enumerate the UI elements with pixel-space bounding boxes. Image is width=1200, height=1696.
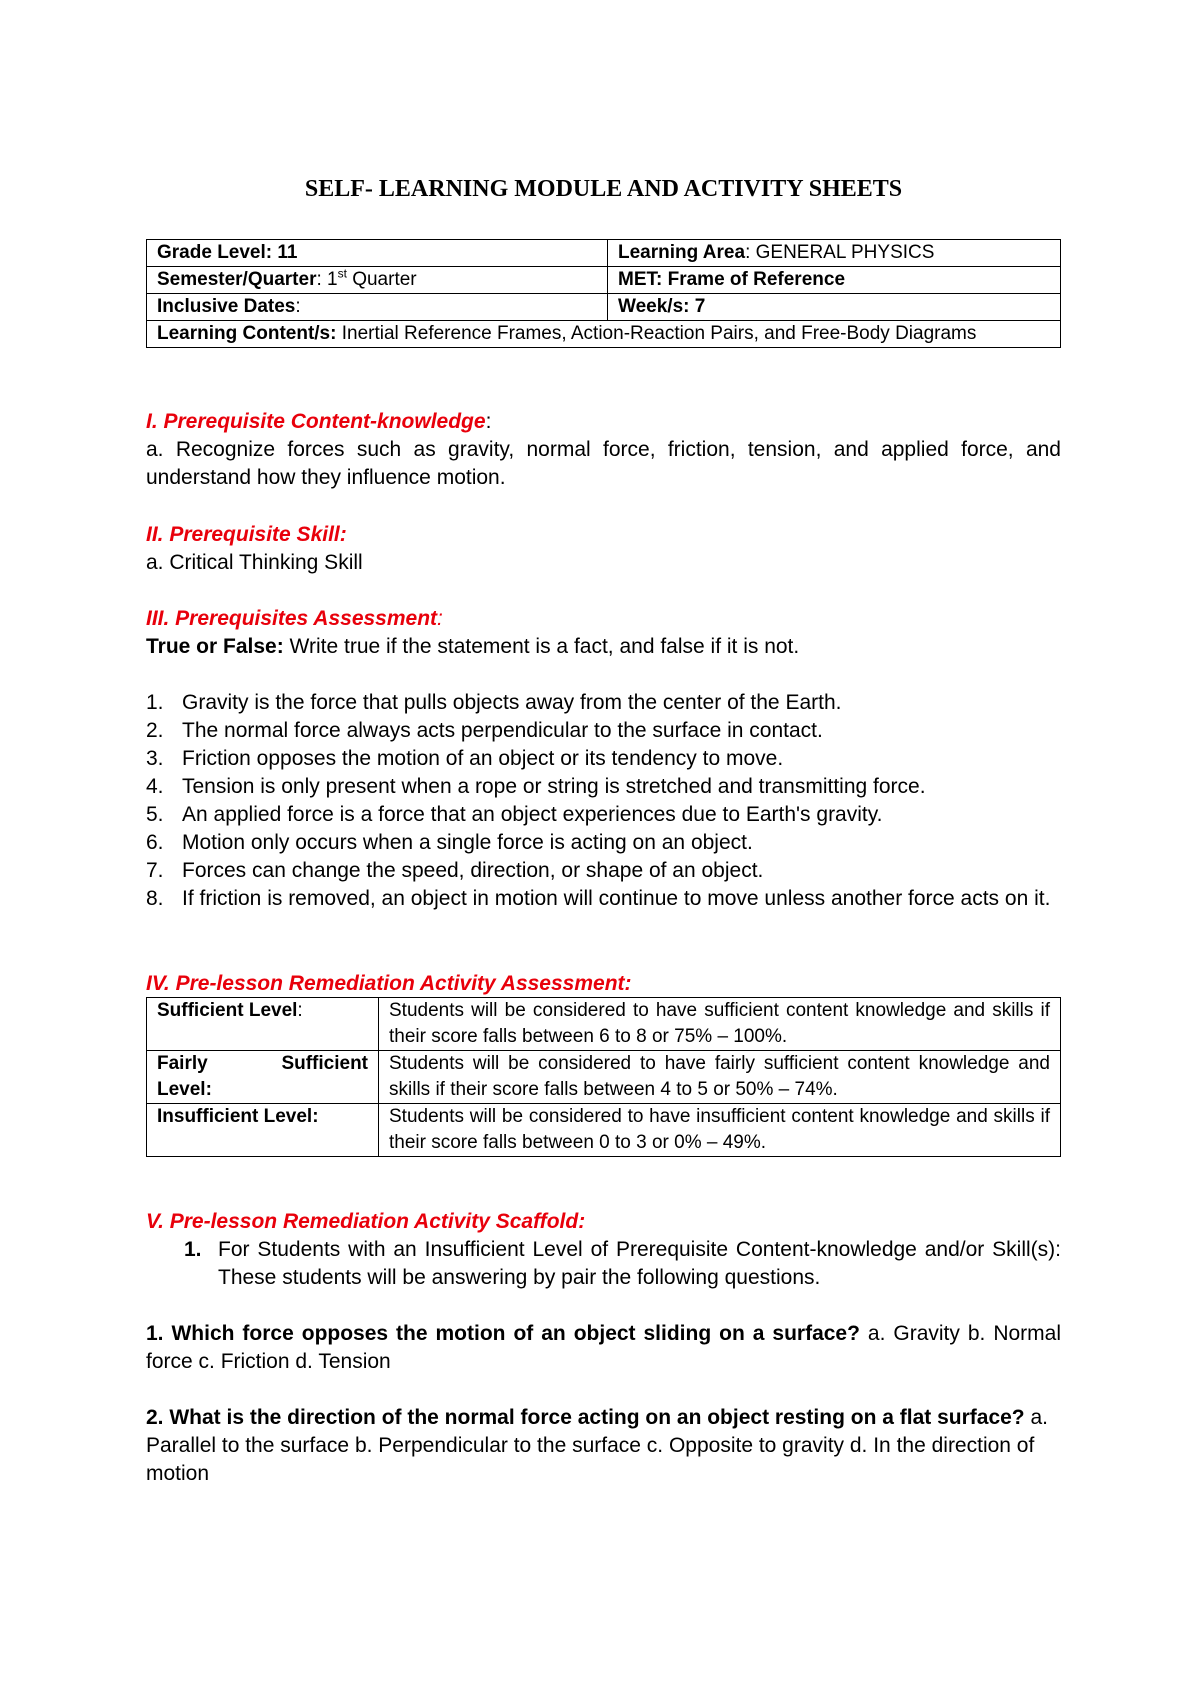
section-remediation-assessment bbox=[146, 970, 1061, 998]
list-item bbox=[146, 689, 1061, 717]
level-label: Insufficient Level: bbox=[147, 1104, 379, 1157]
list-item bbox=[146, 717, 1061, 745]
list-item-number: 1. bbox=[146, 691, 164, 714]
list-item-text: If friction is removed, an object in motion will continue to move unless another force acts on it. bbox=[182, 887, 1051, 910]
section-heading: I. Prerequisite Content-knowledge bbox=[146, 410, 486, 433]
level-label: Fairly Sufficient Level: bbox=[147, 1051, 379, 1104]
list-item-number: 7. bbox=[146, 859, 164, 882]
question-2: 2. What is the direction of the normal force acting on an object resting on a flat surface? a. Parallel to the surface b. Perpendicular to the surface c. Opposite to gravity d. In the direction of motion bbox=[146, 1406, 1048, 1485]
table-row bbox=[147, 1104, 1061, 1157]
list-item-text: Gravity is the force that pulls objects away from the center of the Earth. bbox=[182, 691, 842, 714]
section-heading: V. Pre-lesson Remediation Activity Scaffold: bbox=[146, 1210, 586, 1233]
list-item-number: 2. bbox=[146, 719, 164, 742]
level-description: Students will be considered to have insufficient content knowledge and skills if their score falls between 0 to 3 or 0% – 49%. bbox=[379, 1104, 1061, 1157]
levels-table bbox=[146, 997, 1061, 1157]
list-item-number: 6. bbox=[146, 831, 164, 854]
list-item-text: Tension is only present when a rope or string is stretched and transmitting force. bbox=[182, 775, 926, 798]
list-item-text: Friction opposes the motion of an object or its tendency to move. bbox=[182, 747, 784, 770]
page-title: SELF- LEARNING MODULE AND ACTIVITY SHEETS bbox=[304, 176, 903, 202]
scaffold-item: 1. For Students with an Insufficient Level of Prerequisite Content-knowledge and/or Skill(s): These students will be answering by pair the following questions. bbox=[184, 1238, 1061, 1289]
semester-cell: Semester/Quarter: 1st Quarter bbox=[147, 267, 608, 294]
list-item-number: 5. bbox=[146, 803, 164, 826]
info-table bbox=[146, 239, 1061, 348]
inclusive-dates-cell: Inclusive Dates: bbox=[147, 294, 608, 321]
list-item-text: The normal force always acts perpendicular to the surface in contact. bbox=[182, 719, 823, 742]
list-item bbox=[146, 857, 1061, 885]
list-item-text: Forces can change the speed, direction, or shape of an object. bbox=[182, 859, 764, 882]
list-item-number: 8. bbox=[146, 887, 164, 910]
list-item-number: 3. bbox=[146, 747, 164, 770]
list-item bbox=[146, 745, 1061, 773]
list-item bbox=[146, 773, 1061, 801]
grade-level-cell: Grade Level: 11 bbox=[147, 240, 608, 267]
level-description: Students will be considered to have sufficient content knowledge and skills if their score falls between 6 to 8 or 75% – 100%. bbox=[379, 998, 1061, 1051]
list-item-text: Motion only occurs when a single force is acting on an object. bbox=[182, 831, 753, 854]
list-item-number: 4. bbox=[146, 775, 164, 798]
true-false-list bbox=[146, 689, 1061, 913]
section-remediation-scaffold bbox=[146, 1208, 1061, 1488]
list-item-text: An applied force is a force that an object experiences due to Earth's gravity. bbox=[182, 803, 883, 826]
met-cell: MET: Frame of Reference bbox=[608, 267, 1061, 294]
learning-content-cell: Learning Content/s: Inertial Reference Frames, Action-Reaction Pairs, and Free-Body Diagrams bbox=[147, 321, 1061, 348]
section-text: a. Recognize forces such as gravity, normal force, friction, tension, and applied force, and understand how they influence motion. bbox=[146, 438, 1061, 489]
table-row bbox=[147, 1051, 1061, 1104]
list-item bbox=[146, 829, 1061, 857]
list-item bbox=[146, 801, 1061, 829]
weeks-cell: Week/s: 7 bbox=[608, 294, 1061, 321]
section-text: a. Critical Thinking Skill bbox=[146, 551, 363, 574]
section-heading: II. Prerequisite Skill: bbox=[146, 523, 347, 546]
learning-area-cell: Learning Area: GENERAL PHYSICS bbox=[608, 240, 1061, 267]
question-1: 1. Which force opposes the motion of an object sliding on a surface? a. Gravity b. Normal force c. Friction d. Tension bbox=[146, 1322, 1061, 1373]
list-item bbox=[146, 885, 1061, 913]
level-description: Students will be considered to have fairly sufficient content knowledge and skills if their score falls between 4 to 5 or 50% – 74%. bbox=[379, 1051, 1061, 1104]
instructions: True or False: Write true if the statement is a fact, and false if it is not. bbox=[146, 635, 800, 658]
level-label: Sufficient Level: bbox=[147, 998, 379, 1051]
section-prerequisites-assessment: III. Prerequisites Assessment: True or False: Write true if the statement is a fact, and false if it is not. 1. Gravity is the force that pulls objects away from the center of the Earth. 2. The normal force always acts perpendicular to the surface in contact. 3. Friction opposes the motion of an object or its tendency to move. 4. Tension is only present when a rope or string is stretched and transmitting force. 5. An applied force is a force that an object experiences due to Earth's gravity. 6. Motion only occurs when a single force is acting on an object. 7. Forces can change the speed, direction, or shape of an object. 8. If friction is removed, an object in motion will continue to move unless another force acts on it. bbox=[146, 605, 1061, 913]
section-prerequisite-skill bbox=[146, 521, 1061, 577]
section-heading: IV. Pre-lesson Remediation Activity Assessment: bbox=[146, 972, 632, 995]
section-heading: III. Prerequisites Assessment bbox=[146, 607, 438, 630]
section-prerequisite-knowledge: I. Prerequisite Content-knowledge: a. Recognize forces such as gravity, normal force, friction, tension, and applied force, and understand how they influence motion. bbox=[146, 408, 1061, 492]
table-row bbox=[147, 998, 1061, 1051]
